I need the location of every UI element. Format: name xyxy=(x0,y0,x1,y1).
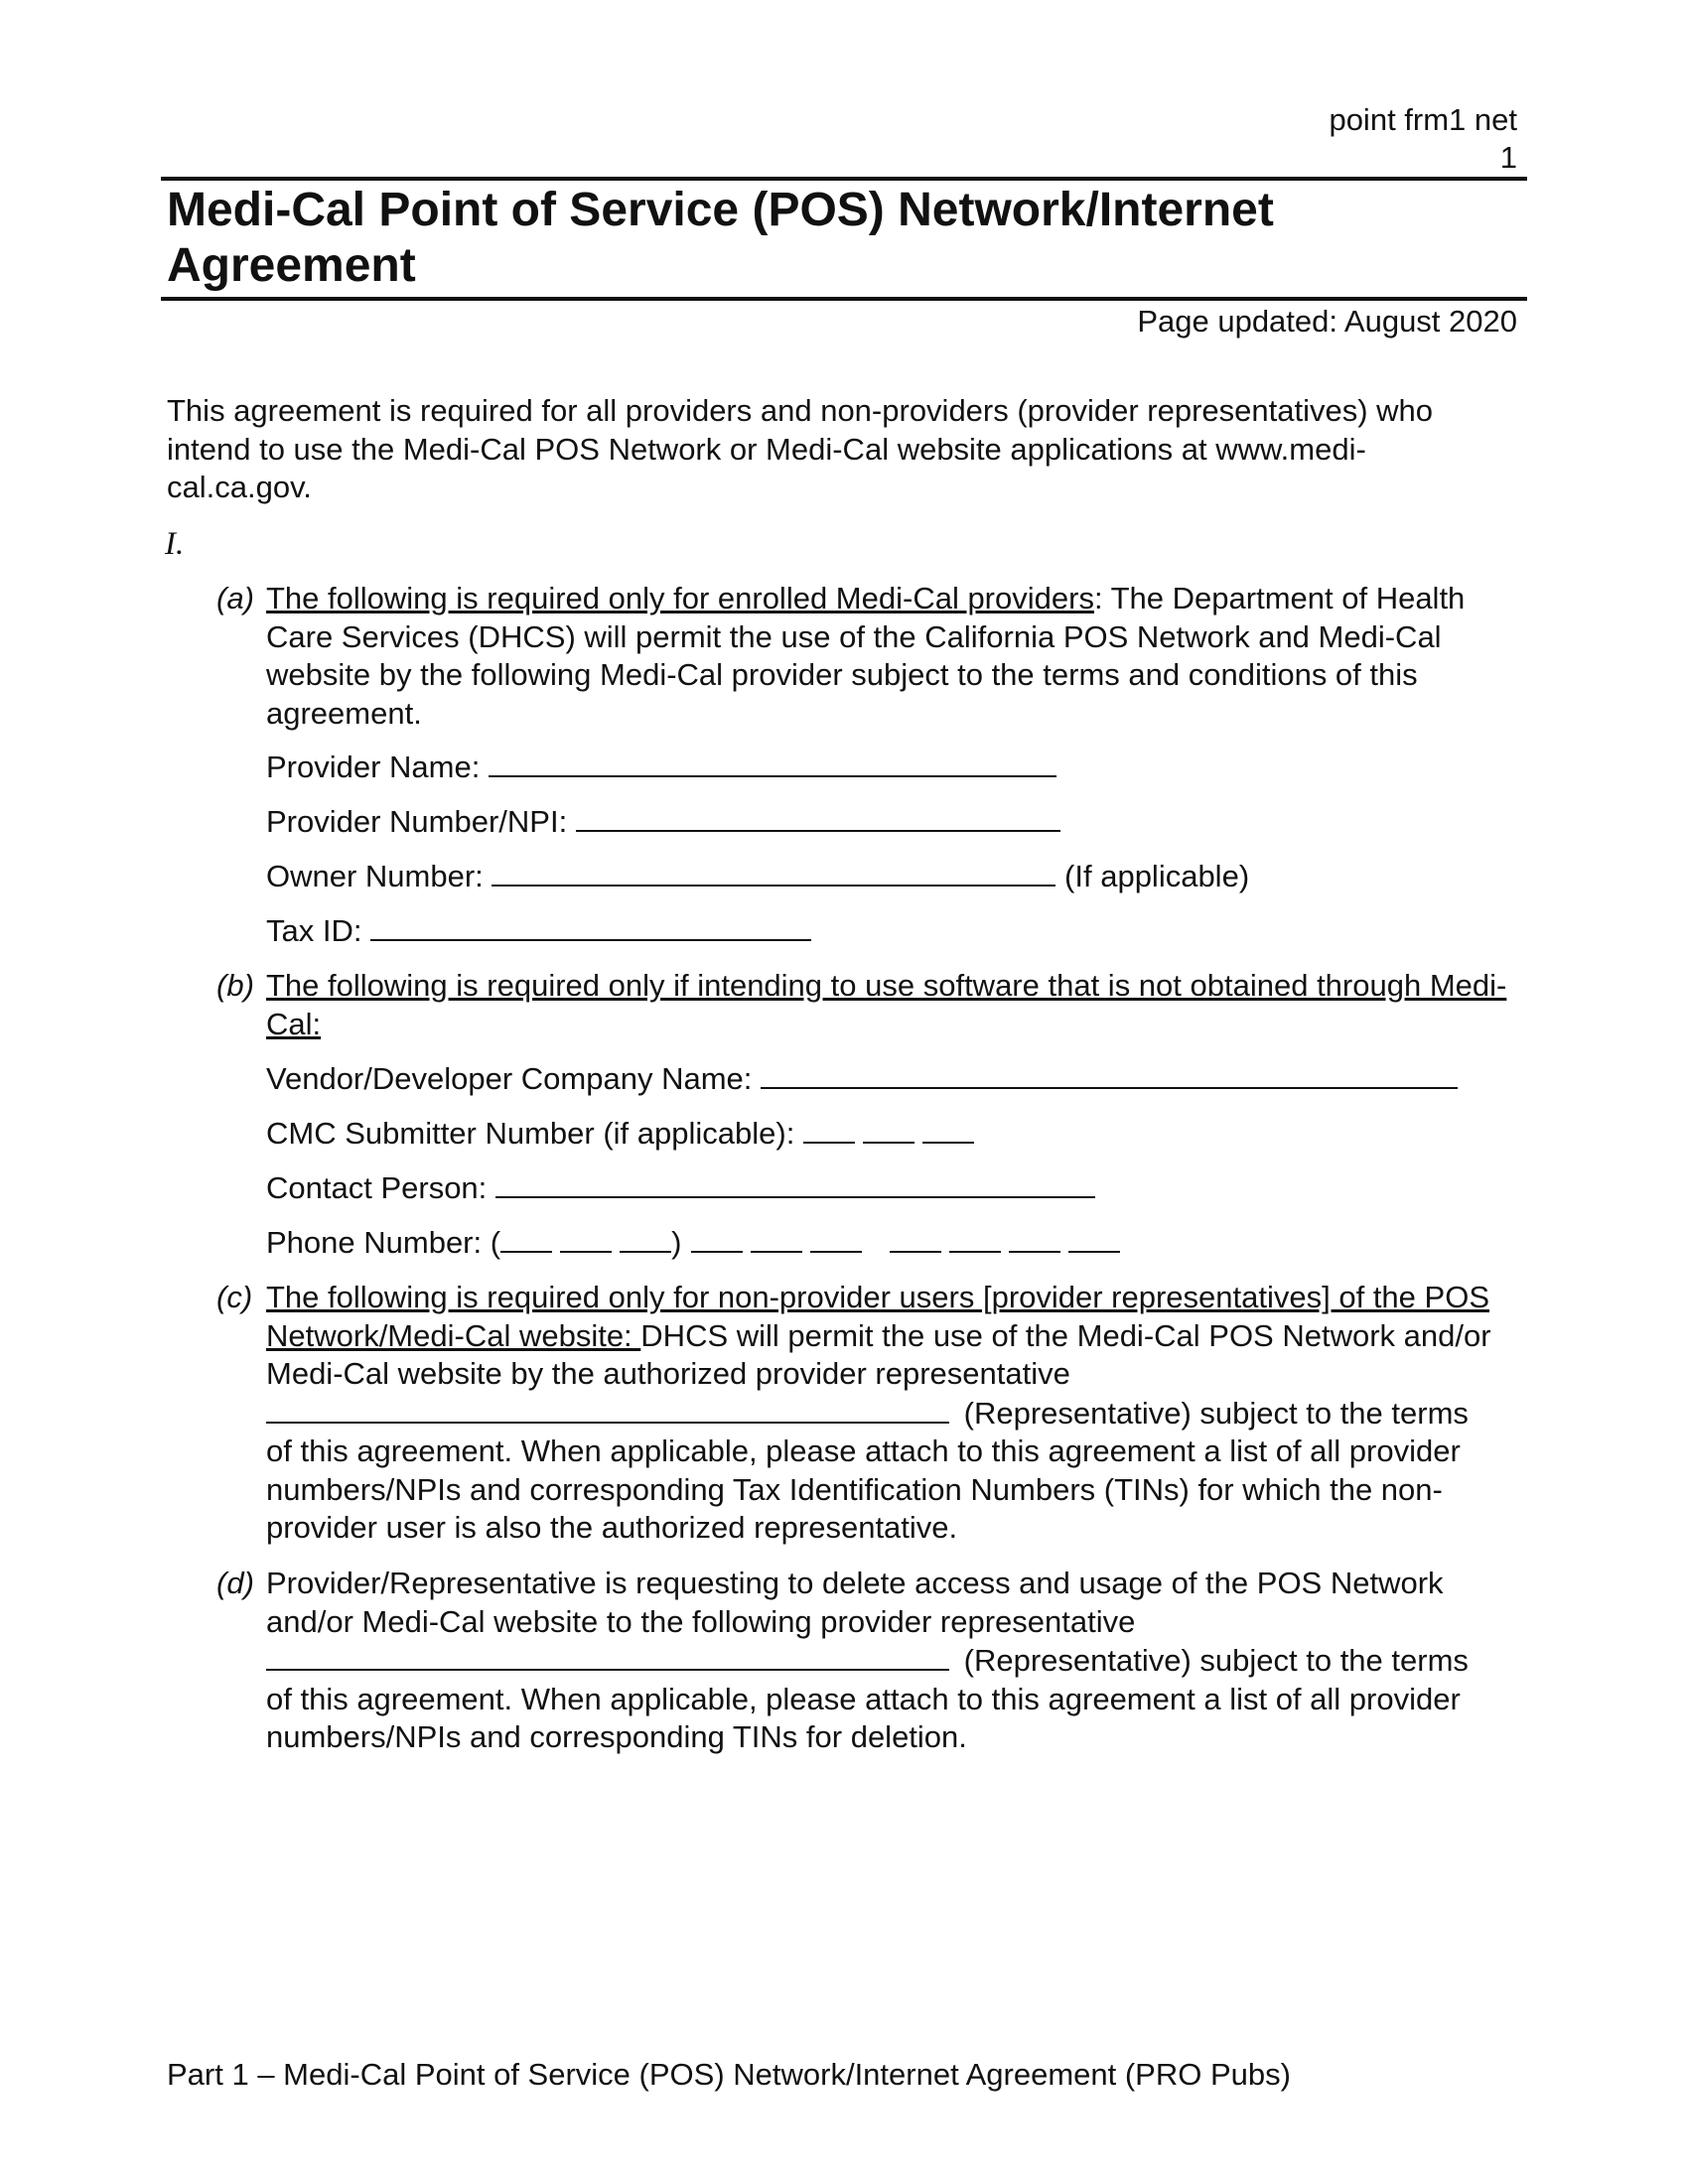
section-d-label: (d) xyxy=(216,1566,254,1600)
vendor-blank[interactable] xyxy=(761,1059,1458,1089)
section-c xyxy=(216,1279,1527,1548)
top-rule xyxy=(161,177,1527,181)
phone-prefix-2[interactable] xyxy=(751,1223,802,1253)
cmc-blank-2[interactable] xyxy=(863,1114,914,1144)
vendor-label: Vendor/Developer Company Name: xyxy=(266,1061,753,1096)
owner-number-field xyxy=(266,857,1249,895)
tax-id-blank[interactable] xyxy=(370,911,811,941)
section-a-text: : The Department of Health Care Services (DHCS) will permit the use of the California POS Network and Medi-Cal website by the following Medi-Cal provider subject to the terms and conditions of this agreement. xyxy=(266,581,1466,731)
section-b-heading: The following is required only if intending to use software that is not obtained through Medi-Cal: xyxy=(266,968,1507,1041)
phone-label: Phone Number: xyxy=(266,1225,483,1260)
phone-line-4[interactable] xyxy=(1068,1223,1120,1253)
section-a-heading: The following is required only for enrolled Medi-Cal providers xyxy=(266,581,1094,615)
cmc-blank-1[interactable] xyxy=(803,1114,855,1144)
section-c-text2: of this agreement. When applicable, please attach to this agreement a list of all provider numbers/NPIs and corresponding Tax Identification Numbers (TINs) for which the non-provider user is also the authorized representative. xyxy=(266,1433,1461,1545)
section-a-label: (a) xyxy=(216,581,254,615)
section-b-label: (b) xyxy=(216,968,254,1003)
phone-line-1[interactable] xyxy=(890,1223,941,1253)
section-b-body xyxy=(266,967,1527,1043)
section-c-heading: The following is required only for non-provider users [provider representatives] of the POS Network/Medi-Cal website: xyxy=(266,1280,1489,1353)
phone-area-2[interactable] xyxy=(560,1223,612,1253)
tax-id-label: Tax ID: xyxy=(266,913,362,948)
page-title: Medi-Cal Point of Service (POS) Network/Internet Agreement xyxy=(167,184,1274,292)
owner-number-note: (If applicable) xyxy=(1064,859,1250,893)
phone-open-paren: ( xyxy=(490,1225,501,1260)
section-d-rep-blank[interactable] xyxy=(266,1641,949,1671)
section-b xyxy=(216,967,1527,1043)
tax-id-field xyxy=(266,911,811,950)
title-rule xyxy=(161,297,1527,301)
contact-blank[interactable] xyxy=(495,1168,1095,1198)
form-code-line1: point frm1 net xyxy=(1329,102,1517,137)
page-footer: Part 1 – Medi-Cal Point of Service (POS) Network/Internet Agreement (PRO Pubs) xyxy=(167,2057,1291,2092)
section-d-body xyxy=(266,1565,1527,1757)
section-c-body xyxy=(266,1279,1527,1548)
provider-name-label: Provider Name: xyxy=(266,750,481,784)
provider-number-label: Provider Number/NPI: xyxy=(266,804,568,839)
page-updated: Page updated: August 2020 xyxy=(1137,304,1517,339)
section-d-text1: Provider/Representative is requesting to delete access and usage of the POS Network and/or Medi-Cal website to the following provider representative xyxy=(266,1566,1444,1639)
section-d-text2: of this agreement. When applicable, please attach to this agreement a list of all provider numbers/NPIs and corresponding TINs for deletion. xyxy=(266,1681,1461,1754)
phone-line-2[interactable] xyxy=(949,1223,1001,1253)
section-c-text1: DHCS will permit the use of the Medi-Cal POS Network and/or Medi-Cal website by the authorized provider representative xyxy=(266,1317,1491,1391)
section-d-rep-text: (Representative) subject to the terms xyxy=(963,1643,1469,1678)
provider-number-blank[interactable] xyxy=(576,802,1060,832)
cmc-blank-3[interactable] xyxy=(922,1114,974,1144)
section-c-label: (c) xyxy=(216,1280,253,1314)
form-code-line2: 1 xyxy=(1499,140,1517,175)
phone-area-3[interactable] xyxy=(620,1223,671,1253)
vendor-field xyxy=(266,1059,1458,1098)
intro-paragraph: This agreement is required for all providers and non-providers (provider representatives) who intend to use the Medi-Cal POS Network or Medi-Cal website applications at www.medi-cal.ca.gov. xyxy=(167,393,1434,504)
phone-area-1[interactable] xyxy=(500,1223,552,1253)
cmc-label: CMC Submitter Number (if applicable): xyxy=(266,1116,795,1151)
phone-close-paren: ) xyxy=(671,1225,682,1260)
section-a xyxy=(216,580,1527,733)
phone-field xyxy=(266,1223,1128,1262)
section-d xyxy=(216,1565,1527,1757)
section-numeral: I. xyxy=(165,526,185,562)
phone-prefix-1[interactable] xyxy=(691,1223,743,1253)
form-code xyxy=(1329,101,1517,177)
provider-number-field xyxy=(266,802,1060,841)
section-c-rep-blank[interactable] xyxy=(266,1394,949,1424)
section-a-body xyxy=(266,580,1527,733)
section-c-rep-text: (Representative) subject to the terms xyxy=(963,1395,1469,1431)
provider-name-field xyxy=(266,748,1056,786)
provider-name-blank[interactable] xyxy=(489,748,1056,777)
contact-field xyxy=(266,1168,1095,1207)
phone-line-3[interactable] xyxy=(1009,1223,1060,1253)
contact-label: Contact Person: xyxy=(266,1170,488,1205)
owner-number-label: Owner Number: xyxy=(266,859,484,893)
phone-prefix-3[interactable] xyxy=(810,1223,862,1253)
owner-number-blank[interactable] xyxy=(492,857,1055,887)
cmc-field xyxy=(266,1114,982,1153)
